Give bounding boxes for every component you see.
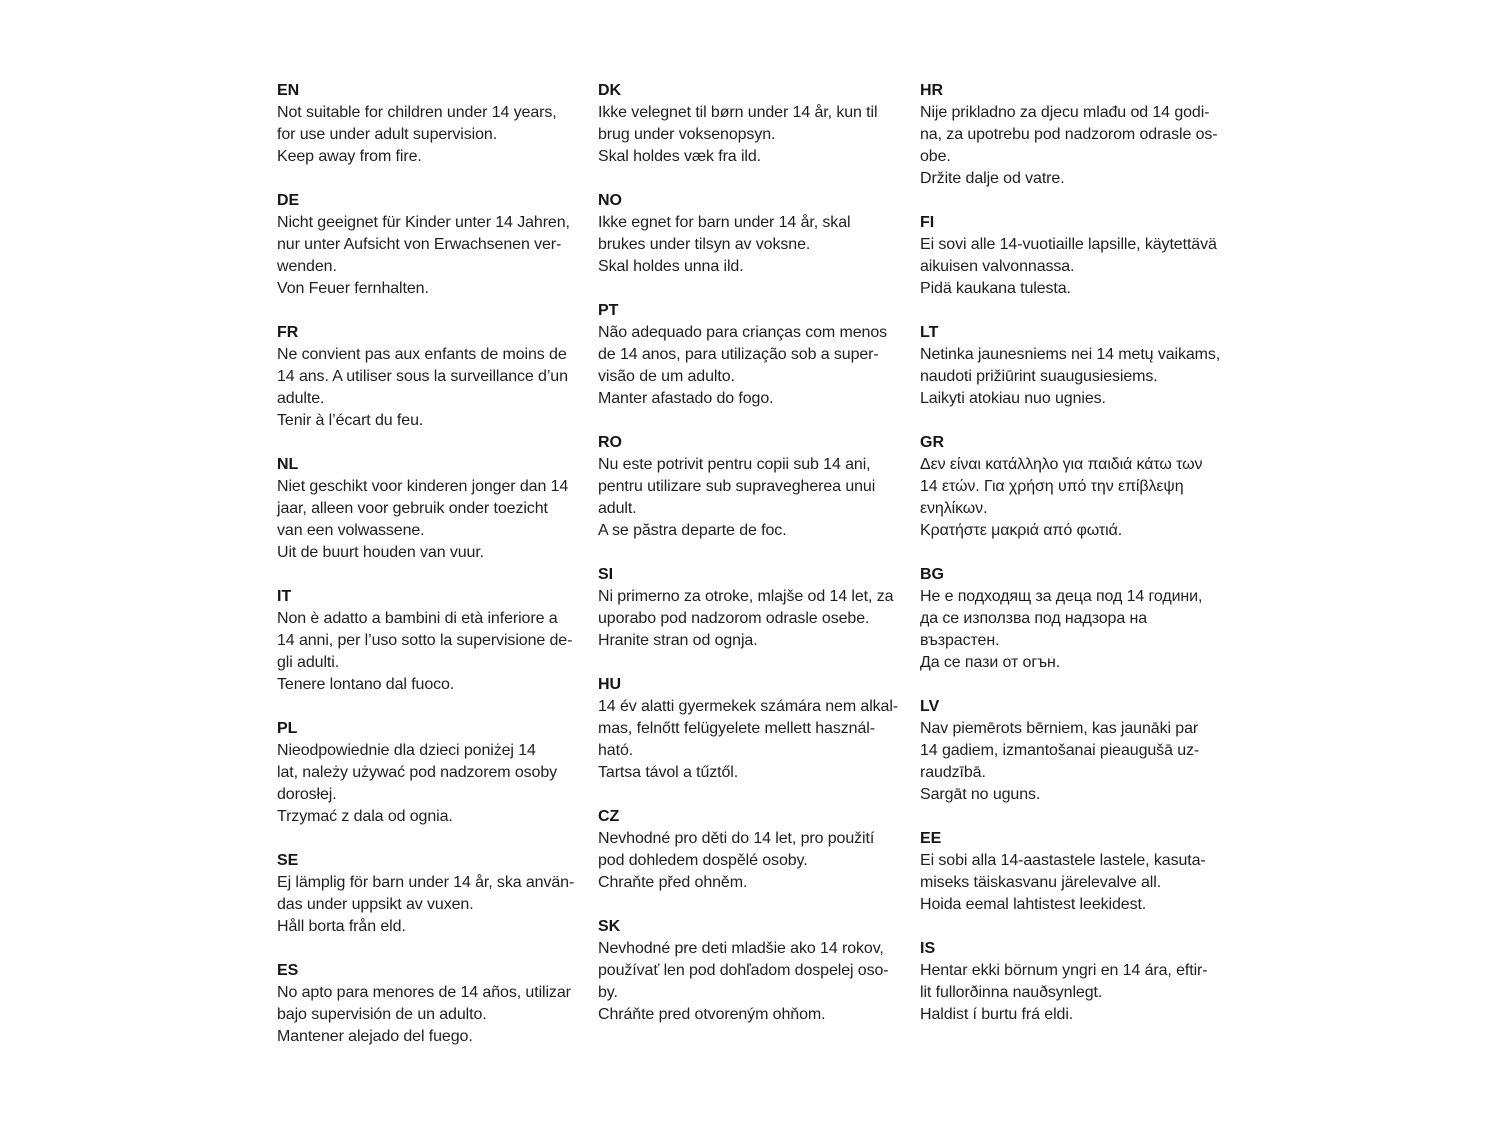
warning-text-line: Nav piemērots bērniem, kas jaunāki par: [920, 720, 1199, 737]
language-code: IS: [920, 940, 936, 957]
warning-text-line: 14 ans. A utiliser sous la surveillance d’un: [277, 368, 568, 385]
language-code: CZ: [598, 808, 620, 825]
warning-text-line: jaar, alleen voor gebruik onder toezicht: [277, 500, 548, 517]
language-code: RO: [598, 434, 622, 451]
language-code: ES: [277, 962, 299, 979]
warning-text-line: bajo supervisión de un adulto.: [277, 1006, 487, 1023]
language-code: PT: [598, 302, 619, 319]
language-code: DK: [598, 82, 622, 99]
language-code: SI: [598, 566, 614, 583]
language-code: LV: [920, 698, 940, 715]
warning-text-line: Ei sobi alla 14-aastastele lastele, kasuta-: [920, 852, 1206, 869]
warning-text-line: používať len pod dohľadom dospelej oso-: [598, 962, 889, 979]
language-block: [598, 80, 920, 168]
language-block: [598, 674, 920, 784]
language-code: IT: [277, 588, 292, 605]
language-column-2: [598, 80, 920, 1048]
language-code: NL: [277, 456, 299, 473]
language-code: FI: [920, 214, 935, 231]
warning-text-line: dorosłej.: [277, 786, 337, 803]
language-block: [598, 300, 920, 410]
language-block: [277, 718, 599, 828]
warning-text-line: Não adequado para crianças com menos: [598, 324, 888, 341]
warning-text-line: 14 ετών. Για χρήση υπό την επίβλεψη: [920, 478, 1184, 495]
warning-text-line: brukes under tilsyn av voksne.: [598, 236, 811, 253]
warning-text-line: Nicht geeignet für Kinder unter 14 Jahren,: [277, 214, 570, 231]
language-code: HR: [920, 82, 944, 99]
warning-text-line: Mantener alejado del fuego.: [277, 1028, 473, 1045]
warning-text-line: Hoida eemal lahtistest leekidest.: [920, 896, 1147, 913]
warning-text-line: ενηλίκων.: [920, 500, 988, 517]
language-code: LT: [920, 324, 939, 341]
warning-text-line: Ikke velegnet til børn under 14 år, kun til: [598, 104, 878, 121]
language-block: [920, 212, 1242, 300]
language-block: [598, 564, 920, 652]
warning-text-line: 14 anni, per l’uso sotto la supervisione de-: [277, 632, 573, 649]
warning-text-line: na, za upotrebu pod nadzorom odrasle os-: [920, 126, 1218, 143]
warning-text-line: aikuisen valvonnassa.: [920, 258, 1075, 275]
warning-text-line: Ej lämplig för barn under 14 år, ska använ-: [277, 874, 575, 891]
warning-text-line: pod dohledem dospělé osoby.: [598, 852, 808, 869]
warning-text-line: pentru utilizare sub supravegherea unui: [598, 478, 876, 495]
language-code: HU: [598, 676, 622, 693]
language-block: [598, 432, 920, 542]
language-block: [920, 432, 1242, 542]
warning-text-line: Von Feuer fernhalten.: [277, 280, 429, 297]
warning-text-line: Sargāt no uguns.: [920, 786, 1041, 803]
warning-text-line: Ei sovi alle 14-vuotiaille lapsille, käytettävä: [920, 236, 1217, 253]
language-block: [277, 586, 599, 696]
warning-text-line: Κρατήστε μακριά από φωτιά.: [920, 522, 1123, 539]
language-block: [277, 960, 599, 1048]
warning-text-line: Tenir à l’écart du feu.: [277, 412, 424, 429]
warning-text-line: Hranite stran od ognja.: [598, 632, 758, 649]
warning-text-line: Ne convient pas aux enfants de moins de: [277, 346, 567, 363]
warning-text-line: Håll borta från eld.: [277, 918, 406, 935]
warning-text-line: Δεν είναι κατάλληλο για παιδιά κάτω των: [920, 456, 1203, 473]
warning-text-line: Pidä kaukana tulesta.: [920, 280, 1071, 297]
warning-text-line: Non è adatto a bambini di età inferiore a: [277, 610, 558, 627]
language-code: SK: [598, 918, 621, 935]
warning-text-line: Niet geschikt voor kinderen jonger dan 14: [277, 478, 569, 495]
warning-text-line: No apto para menores de 14 años, utilizar: [277, 984, 571, 1001]
warning-text-line: visão de um adulto.: [598, 368, 735, 385]
warning-text-line: raudzībā.: [920, 764, 986, 781]
warning-text-line: Chraňte před ohněm.: [598, 874, 748, 891]
warning-text-line: wenden.: [277, 258, 337, 275]
language-block: [277, 454, 599, 564]
language-block: [277, 322, 599, 432]
warning-text-line: uporabo pod nadzorom odrasle osebe.: [598, 610, 870, 627]
language-block: [920, 322, 1242, 410]
warning-text-line: for use under adult supervision.: [277, 126, 498, 143]
warning-text-line: да се използва под надзора на: [920, 610, 1148, 627]
language-code: BG: [920, 566, 944, 583]
warning-text-line: lit fullorðinna nauðsynlegt.: [920, 984, 1103, 1001]
language-code: PL: [277, 720, 298, 737]
warning-text-line: Да се пази от огън.: [920, 654, 1061, 671]
warning-text-line: Not suitable for children under 14 years,: [277, 104, 557, 121]
warning-text-line: adulte.: [277, 390, 325, 407]
warning-text-line: Nieodpowiednie dla dzieci poniżej 14: [277, 742, 536, 759]
warning-text-line: възрастен.: [920, 632, 1000, 649]
language-code: FR: [277, 324, 299, 341]
warning-text-line: de 14 anos, para utilização sob a super-: [598, 346, 879, 363]
warning-text-line: ható.: [598, 742, 634, 759]
warning-text-line: Skal holdes væk fra ild.: [598, 148, 762, 165]
language-block: [277, 80, 599, 168]
warning-text-line: by.: [598, 984, 618, 1001]
warning-text-line: A se păstra departe de foc.: [598, 522, 787, 539]
language-code: SE: [277, 852, 299, 869]
warning-text-line: Nevhodné pro děti do 14 let, pro použití: [598, 830, 875, 847]
language-column-3: [920, 80, 1242, 1048]
warning-text-line: Manter afastado do fogo.: [598, 390, 774, 407]
warning-text-line: Tartsa távol a tűztől.: [598, 764, 739, 781]
language-block: [920, 80, 1242, 190]
language-block: [598, 190, 920, 278]
warning-text-line: 14 év alatti gyermekek számára nem alkal-: [598, 698, 899, 715]
warning-text-line: van een volwassene.: [277, 522, 425, 539]
warning-text-line: miseks täiskasvanu järelevalve all.: [920, 874, 1162, 891]
warning-text-line: Nije prikladno za djecu mlađu od 14 godi-: [920, 104, 1210, 121]
warning-text-line: Chráňte pred otvoreným ohňom.: [598, 1006, 826, 1023]
language-block: [920, 938, 1242, 1026]
language-block: [920, 564, 1242, 674]
language-code: EN: [277, 82, 300, 99]
warning-text-line: Ni primerno za otroke, mlajše od 14 let, za: [598, 588, 894, 605]
warning-text-line: Trzymać z dala od ognia.: [277, 808, 453, 825]
language-code: EE: [920, 830, 942, 847]
language-block: [920, 828, 1242, 916]
warning-text-line: Tenere lontano dal fuoco.: [277, 676, 455, 693]
warning-text-line: Не е подходящ за деца под 14 години,: [920, 588, 1203, 605]
language-block: [920, 696, 1242, 806]
warning-text-line: Držite dalje od vatre.: [920, 170, 1065, 187]
warning-text-line: Nu este potrivit pentru copii sub 14 ani,: [598, 456, 871, 473]
language-code: GR: [920, 434, 944, 451]
language-code: NO: [598, 192, 622, 209]
warning-text-line: Skal holdes unna ild.: [598, 258, 744, 275]
warning-text-line: Laikyti atokiau nuo ugnies.: [920, 390, 1106, 407]
warning-text-line: Hentar ekki börnum yngri en 14 ára, eftir-: [920, 962, 1208, 979]
warning-text-line: gli adulti.: [277, 654, 340, 671]
warning-text-line: naudoti prižiūrint suaugusiesiems.: [920, 368, 1158, 385]
warning-text-line: Keep away from fire.: [277, 148, 422, 165]
warning-text-line: obe.: [920, 148, 951, 165]
warning-text-line: lat, należy używać pod nadzorem osoby: [277, 764, 558, 781]
warning-text-line: Uit de buurt houden van vuur.: [277, 544, 485, 561]
warning-text-line: brug under voksenopsyn.: [598, 126, 776, 143]
warning-text-line: nur unter Aufsicht von Erwachsenen ver-: [277, 236, 562, 253]
warning-text-line: 14 gadiem, izmantošanai pieaugušā uz-: [920, 742, 1200, 759]
warning-text-line: Ikke egnet for barn under 14 år, skal: [598, 214, 851, 231]
warning-text-line: Haldist í burtu frá eldi.: [920, 1006, 1074, 1023]
language-block: [277, 190, 599, 300]
language-block: [598, 916, 920, 1026]
warning-text-line: Nevhodné pre deti mladšie ako 14 rokov,: [598, 940, 884, 957]
warning-text-line: mas, felnőtt felügyelete mellett használ-: [598, 720, 875, 737]
language-block: [598, 806, 920, 894]
language-column-1: [277, 80, 599, 1070]
warning-text-line: adult.: [598, 500, 637, 517]
warning-text-line: das under uppsikt av vuxen.: [277, 896, 474, 913]
language-code: DE: [277, 192, 300, 209]
language-block: [277, 850, 599, 938]
warning-text-line: Netinka jaunesniems nei 14 metų vaikams,: [920, 346, 1221, 363]
